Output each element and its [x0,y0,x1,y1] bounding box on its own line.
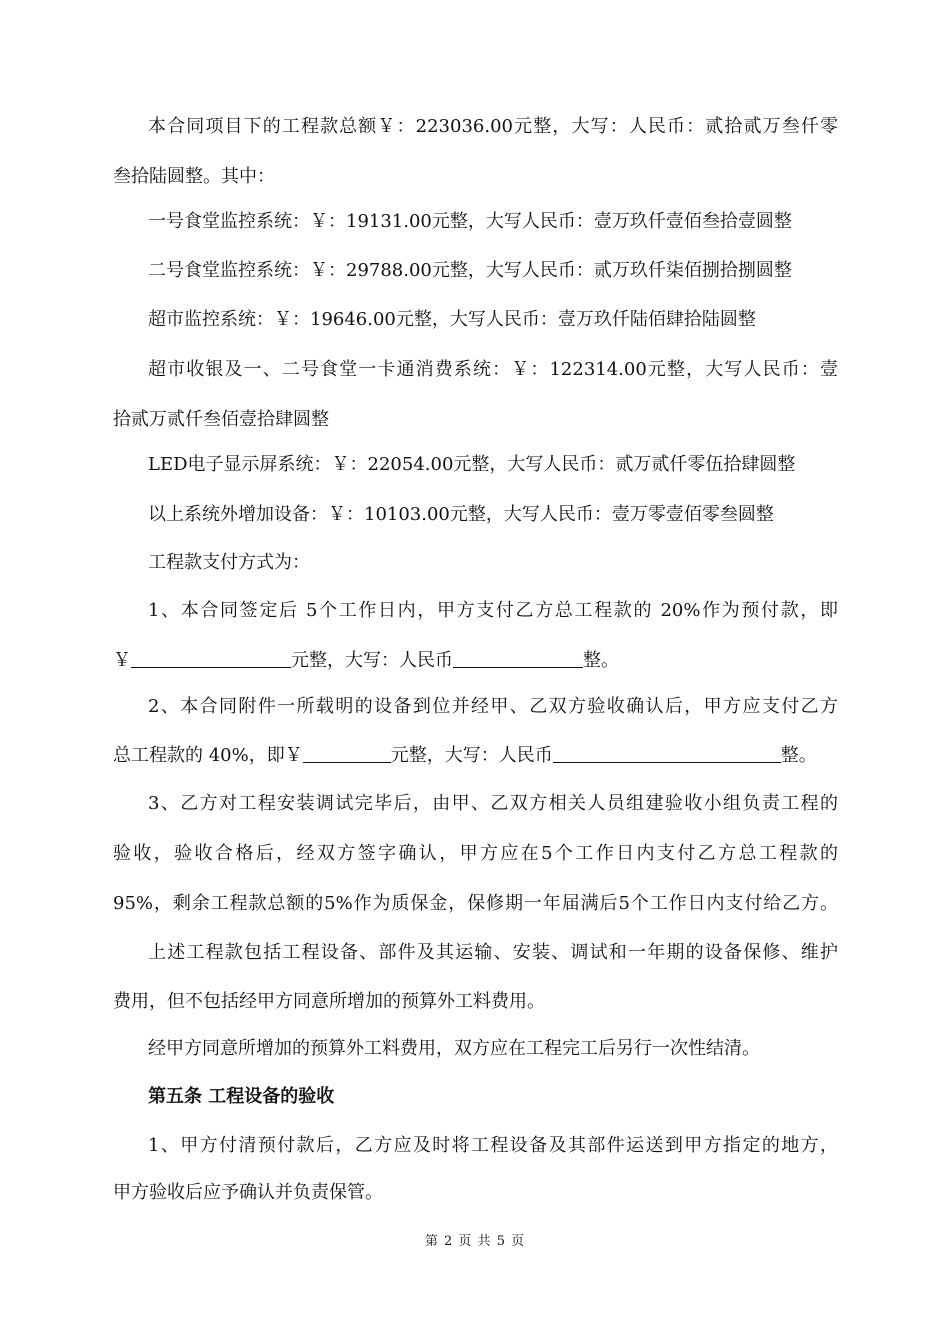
amount-blank[interactable] [131,649,291,668]
text-line: 超市收银及一、二号食堂一卡通消费系统：￥：122314.00元整，大写人民币：壹 [148,359,838,380]
amount-words-blank[interactable] [453,649,583,668]
text-line: 验收，验收合格后，经双方签字确认，甲方应在5个工作日内支付乙方总工程款的 [113,843,838,864]
text-fragment: 元整，大写：人民币 [390,745,553,766]
text-fragment: 元整，大写：人民币 [291,650,453,671]
text-line: 3、乙方对工程安装调试完毕后，由甲、乙双方相关人员组建验收小组负责工程的 [148,793,838,814]
text-line: 1、本合同签定后 5个工作日内，甲方支付乙方总工程款的 20%作为预付款，即 [148,600,838,621]
text-line: 2、本合同附件一所载明的设备到位并经甲、乙双方验收确认后，甲方应支付乙方 [148,696,838,717]
section-heading: 第五条 工程设备的验收 [148,1086,335,1107]
text-line: 上述工程款包括工程设备、部件及其运输、安装、调试和一年期的设备保修、维护 [148,942,838,963]
page-footer: 第 2 页 共 5 页 [424,1234,526,1249]
text-line: 工程款支付方式为： [148,552,310,573]
text-fragment: ￥ [113,650,131,671]
fill-in-line-2 [113,744,838,768]
text-fragment: 整。 [780,745,817,766]
text-fragment: 总工程款的 40%，即￥ [113,745,303,766]
amount-words-blank[interactable] [553,744,781,763]
text-line: 一号食堂监控系统：￥：19131.00元整，大写人民币：壹万玖仟壹佰叁拾壹圆整 [148,211,792,232]
text-line: 以上系统外增加设备：￥：10103.00元整，大写人民币：壹万零壹佰零叁圆整 [148,504,774,525]
text-line: 95%，剩余工程款总额的5%作为质保金，保修期一年届满后5个工作日内支付给乙方。 [113,893,838,914]
text-line: 二号食堂监控系统：￥：29788.00元整，大写人民币：贰万玖仟柒佰捌拾捌圆整 [148,260,792,281]
amount-blank[interactable] [303,744,391,763]
text-line: 甲方验收后应予确认并负责保管。 [113,1182,383,1203]
text-line: 费用，但不包括经甲方同意所增加的预算外工料费用。 [113,991,545,1012]
text-line: 拾贰万贰仟叁佰壹拾肆圆整 [113,409,329,430]
text-line: LED电子显示屏系统：￥：22054.00元整，大写人民币：贰万贰仟零伍拾肆圆整 [148,454,796,475]
text-line: 1、甲方付清预付款后，乙方应及时将工程设备及其部件运送到甲方指定的地方， [148,1135,838,1156]
fill-in-line-1 [113,649,838,673]
text-line: 经甲方同意所增加的预算外工料费用，双方应在工程完工后另行一次性结清。 [148,1038,760,1059]
text-fragment: 整。 [583,650,619,671]
text-line: 本合同项目下的工程款总额￥：223036.00元整，大写：人民币：贰拾贰万叁仟零 [148,116,838,137]
text-line: 叁拾陆圆整。其中： [113,166,275,187]
text-line: 超市监控系统：￥：19646.00元整，大写人民币：壹万玖仟陆佰肆拾陆圆整 [148,309,756,330]
